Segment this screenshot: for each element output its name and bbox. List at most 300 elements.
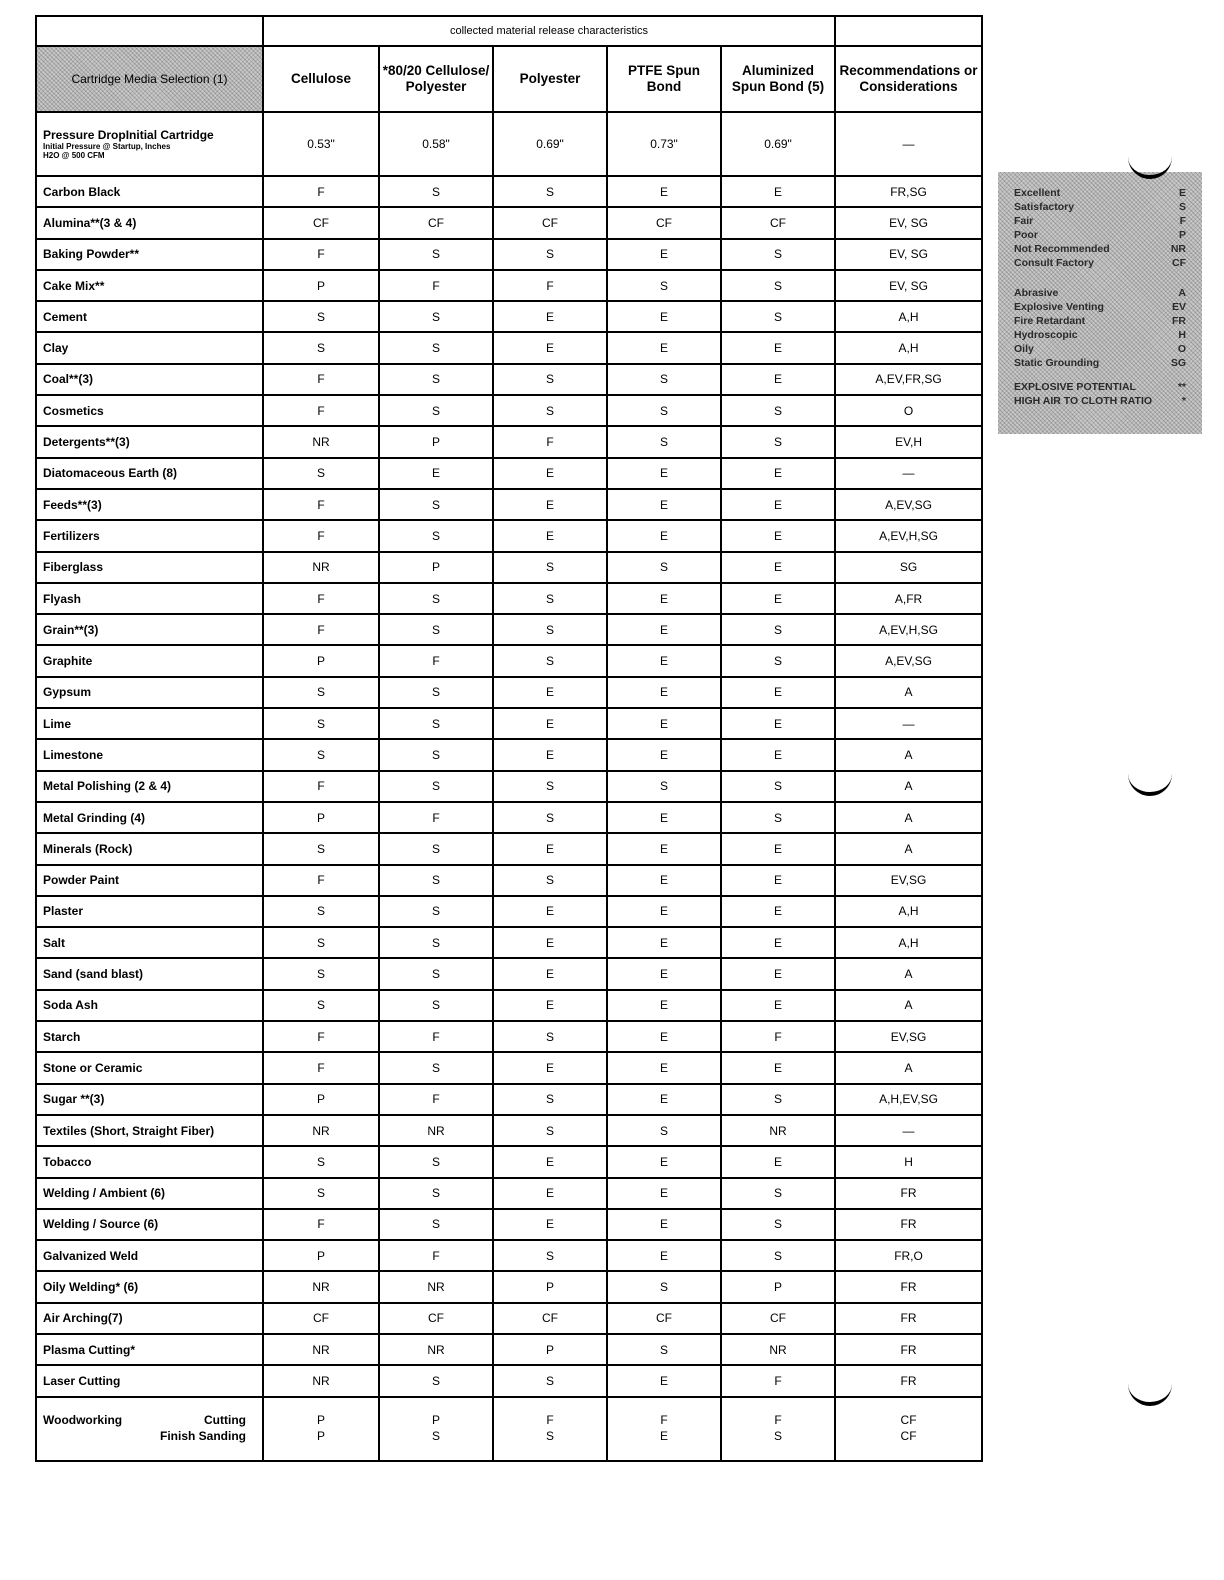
rating-cell: S [379,677,493,708]
rating-cell: S [379,1178,493,1209]
material-label: Lime [36,708,263,739]
recommendation-cell: A,H,EV,SG [835,1084,982,1115]
legend-term: Abrasive [1014,287,1059,299]
rating-cell: P [263,270,379,301]
rating-cell: F [493,426,607,457]
recommendation-cell: A [835,771,982,802]
rating-cell: S [493,176,607,207]
col-header-cellulose-polyester: *80/20 Cellulose/ Polyester [379,46,493,112]
material-label: Powder Paint [36,865,263,896]
woodworking-cell: F S [721,1397,835,1461]
rating-cell: CF [263,1303,379,1334]
rating-cell: S [263,1178,379,1209]
legend-term: Satisfactory [1014,201,1075,213]
recommendation-cell: — [835,458,982,489]
material-label: Laser Cutting [36,1365,263,1396]
legend-spacer [1014,270,1186,286]
material-label: Air Arching(7) [36,1303,263,1334]
legend-code: CF [1172,257,1186,269]
rating-cell: S [721,1240,835,1271]
rating-cell: E [607,833,721,864]
table-row [36,552,982,583]
rating-cell: E [607,1084,721,1115]
recommendation-cell: FR [835,1334,982,1365]
rating-cell: F [263,239,379,270]
rating-cell: NR [263,426,379,457]
recommendation-cell: A [835,739,982,770]
woodworking-sub2: Finish Sanding [160,1429,246,1444]
material-label: Cement [36,301,263,332]
material-label: Cake Mix** [36,270,263,301]
rating-cell: E [607,458,721,489]
rating-cell: S [263,708,379,739]
rating-cell: S [379,708,493,739]
table-row [36,958,982,989]
rating-cell: E [607,1365,721,1396]
rating-cell: CF [379,1303,493,1334]
recommendation-cell: A [835,802,982,833]
rating-cell: E [721,833,835,864]
rating-cell: NR [263,1334,379,1365]
rating-cell: S [379,614,493,645]
woodworking-row [36,1397,982,1461]
rating-cell: E [493,990,607,1021]
rating-cell: S [263,958,379,989]
table-row [36,896,982,927]
legend-term: Fair [1014,215,1034,227]
table-row [36,802,982,833]
material-label: Limestone [36,739,263,770]
legend-box [998,172,1202,434]
rating-cell: S [379,301,493,332]
legend-term: EXPLOSIVE POTENTIAL [1014,381,1136,393]
material-label: Clay [36,332,263,363]
rating-cell: S [721,239,835,270]
rating-cell: S [721,270,835,301]
rating-cell: S [379,927,493,958]
rating-cell: F [263,395,379,426]
rating-cell: S [493,614,607,645]
rating-cell: E [607,583,721,614]
recommendation-cell: FR [835,1178,982,1209]
rating-cell: S [263,1146,379,1177]
legend-code: * [1181,395,1186,407]
rating-cell: CF [379,207,493,238]
rating-cell: E [493,677,607,708]
rating-cell: S [379,583,493,614]
rating-cell: S [379,332,493,363]
rating-cell: E [493,708,607,739]
rating-cell: E [721,1052,835,1083]
binder-ring-mark [1128,770,1172,796]
legend-code: EV [1171,301,1186,313]
material-label: Alumina**(3 & 4) [36,207,263,238]
rating-cell: F [379,1021,493,1052]
rating-cell: S [263,458,379,489]
table-row [36,270,982,301]
rating-cell: S [493,364,607,395]
legend-entry [1014,356,1186,370]
rating-cell: E [721,990,835,1021]
rating-cell: E [493,958,607,989]
rating-cell: E [493,927,607,958]
rating-cell: E [607,1178,721,1209]
legend-code: P [1178,229,1186,241]
rating-cell: S [379,990,493,1021]
table-row [36,645,982,676]
rating-cell: S [493,1115,607,1146]
recommendation-cell: EV,H [835,426,982,457]
rating-cell: S [607,1271,721,1302]
rating-cell: P [263,1240,379,1271]
rating-cell: E [607,645,721,676]
table-row [36,458,982,489]
material-label: Grain**(3) [36,614,263,645]
rating-cell: E [607,1209,721,1240]
material-label: Welding / Source (6) [36,1209,263,1240]
rating-cell: P [379,552,493,583]
rating-cell: F [263,520,379,551]
table-row [36,1365,982,1396]
rating-cell: F [379,270,493,301]
rating-cell: S [379,865,493,896]
col-header-recommendations: Recommendations or Considerations [835,46,982,112]
rating-cell: S [379,958,493,989]
rating-cell: E [493,332,607,363]
legend-entry [1014,286,1186,300]
rating-cell: E [607,301,721,332]
material-label: Salt [36,927,263,958]
rating-cell: S [493,1021,607,1052]
rating-cell: S [607,426,721,457]
rating-cell: S [721,771,835,802]
material-label: Detergents**(3) [36,426,263,457]
rating-cell: E [607,990,721,1021]
rating-cell: E [721,739,835,770]
recommendation-cell: — [835,708,982,739]
legend-term: Excellent [1014,187,1061,199]
rating-cell: E [493,489,607,520]
legend-term: Fire Retardant [1014,315,1086,327]
rating-cell: E [721,958,835,989]
rating-cell: S [493,1365,607,1396]
rating-cell: E [493,739,607,770]
rating-cell: S [379,1365,493,1396]
rating-cell: E [493,301,607,332]
material-label: Diatomaceous Earth (8) [36,458,263,489]
rating-cell: S [493,552,607,583]
rating-cell: F [263,176,379,207]
legend-entry [1014,200,1186,214]
rating-cell: CF [607,1303,721,1334]
table-row [36,833,982,864]
material-label: Welding / Ambient (6) [36,1178,263,1209]
rating-cell: E [493,896,607,927]
pressure-value: 0.58" [379,112,493,176]
table-row [36,1271,982,1302]
rating-cell: E [721,896,835,927]
pressure-drop-sub2: H2O @ 500 CFM [43,151,105,160]
rating-cell: F [263,583,379,614]
woodworking-title: Woodworking Cutting [43,1412,246,1427]
rating-cell: F [379,645,493,676]
rating-cell: F [379,1240,493,1271]
legend-term: HIGH AIR TO CLOTH RATIO [1014,395,1153,407]
woodworking-cell: F E [607,1397,721,1461]
rating-cell: S [379,739,493,770]
material-label: Plaster [36,896,263,927]
recommendation-cell: FR [835,1365,982,1396]
table-row [36,520,982,551]
material-label: Gypsum [36,677,263,708]
rating-cell: F [721,1365,835,1396]
recommendation-cell: FR [835,1303,982,1334]
rating-cell: S [379,489,493,520]
rating-cell: E [607,1021,721,1052]
rating-cell: E [607,739,721,770]
rating-cell: S [379,833,493,864]
material-label: Coal**(3) [36,364,263,395]
recommendation-cell: A,EV,H,SG [835,520,982,551]
recommendation-cell: A,H [835,896,982,927]
rating-cell: F [721,1021,835,1052]
rating-cell: NR [263,1365,379,1396]
rating-cell: E [607,708,721,739]
rating-cell: E [493,1178,607,1209]
legend-code: A [1178,287,1186,299]
rating-cell: E [607,520,721,551]
table-row [36,1240,982,1271]
binder-ring-mark [1128,1380,1172,1406]
legend-code: SG [1170,357,1186,369]
rating-cell: E [721,364,835,395]
table-row [36,207,982,238]
recommendation-cell: A [835,1052,982,1083]
pressure-value: 0.73" [607,112,721,176]
legend-term: Static Grounding [1014,357,1100,369]
rating-cell: E [607,958,721,989]
col-header-cellulose: Cellulose [263,46,379,112]
rating-cell: E [721,520,835,551]
recommendation-cell: A [835,990,982,1021]
recommendation-cell: A [835,677,982,708]
rating-cell: E [721,865,835,896]
legend-entry [1014,342,1186,356]
material-label: Metal Grinding (4) [36,802,263,833]
material-label: Soda Ash [36,990,263,1021]
recommendation-cell: A [835,958,982,989]
rating-cell: CF [493,207,607,238]
table-row [36,426,982,457]
table-row [36,677,982,708]
legend-spacer [1014,370,1186,380]
table-row [36,1303,982,1334]
rating-cell: E [607,677,721,708]
material-label: Oily Welding* (6) [36,1271,263,1302]
rating-cell: F [379,802,493,833]
rating-cell: S [721,301,835,332]
rating-cell: E [607,1146,721,1177]
recommendation-cell: A,H [835,301,982,332]
rating-cell: S [607,364,721,395]
rating-cell: S [493,771,607,802]
material-label: Cosmetics [36,395,263,426]
rating-cell: NR [721,1115,835,1146]
rating-cell: S [263,739,379,770]
rating-cell: S [493,865,607,896]
recommendation-cell: A,EV,FR,SG [835,364,982,395]
material-label: Galvanized Weld [36,1240,263,1271]
rating-cell: S [379,176,493,207]
recommendation-cell: A [835,833,982,864]
table-row [36,364,982,395]
rating-cell: F [263,771,379,802]
rating-cell: S [493,645,607,676]
group-label: collected material release characteristics [263,16,835,46]
rating-cell: S [721,614,835,645]
table-row [36,990,982,1021]
rating-cell: F [263,489,379,520]
table-row [36,1334,982,1365]
legend-entry [1014,256,1186,270]
rating-cell: E [493,458,607,489]
legend-entry [1014,186,1186,200]
rating-cell: E [607,865,721,896]
pressure-rec: — [835,112,982,176]
table-row [36,176,982,207]
material-label: Fiberglass [36,552,263,583]
rating-cell: E [607,927,721,958]
rating-cell: E [607,332,721,363]
recommendation-cell: A,FR [835,583,982,614]
col-header-ptfe: PTFE Spun Bond [607,46,721,112]
table-row [36,1084,982,1115]
table-row [36,865,982,896]
rating-cell: E [721,176,835,207]
pressure-drop-row [36,112,982,176]
rating-cell: S [379,395,493,426]
recommendation-cell: — [835,1115,982,1146]
rating-cell: S [493,239,607,270]
rating-cell: NR [379,1334,493,1365]
recommendation-cell: A,H [835,332,982,363]
recommendation-cell: EV, SG [835,207,982,238]
recommendation-cell: A,EV,SG [835,645,982,676]
rating-cell: E [721,458,835,489]
rating-cell: S [379,771,493,802]
table-row [36,239,982,270]
legend-code: H [1178,329,1186,341]
rating-cell: NR [721,1334,835,1365]
rating-cell: S [263,833,379,864]
pressure-drop-label [36,112,263,176]
rating-cell: CF [263,207,379,238]
rating-cell: E [721,332,835,363]
rating-cell: P [493,1271,607,1302]
material-label: Feeds**(3) [36,489,263,520]
rating-cell: S [379,1209,493,1240]
rating-cell: F [263,614,379,645]
rating-cell: S [721,1084,835,1115]
legend-entry [1014,228,1186,242]
legend-code: F [1179,215,1186,227]
table-row [36,1052,982,1083]
pressure-value: 0.69" [493,112,607,176]
rating-cell: E [607,239,721,270]
rating-cell: E [607,176,721,207]
rating-cell: F [379,1084,493,1115]
rating-cell: S [721,645,835,676]
table-row [36,395,982,426]
rating-cell: S [493,1084,607,1115]
legend-code: E [1178,187,1186,199]
rating-cell: NR [263,1115,379,1146]
material-label: Graphite [36,645,263,676]
legend-code: ** [1177,381,1186,393]
legend-entry [1014,314,1186,328]
rating-cell: F [493,270,607,301]
table-row [36,301,982,332]
rating-cell: S [263,896,379,927]
recommendation-cell: EV,SG [835,1021,982,1052]
rating-cell: E [493,1052,607,1083]
material-label: Sugar **(3) [36,1084,263,1115]
legend-code: S [1178,201,1186,213]
material-label: Metal Polishing (2 & 4) [36,771,263,802]
table-row [36,1146,982,1177]
rating-cell: E [721,489,835,520]
rating-cell: S [607,552,721,583]
rating-cell: S [721,1178,835,1209]
rating-cell: S [379,364,493,395]
table-title: Cartridge Media Selection (1) [36,46,263,112]
rating-cell: E [721,927,835,958]
legend-entry [1014,328,1186,342]
rating-cell: S [263,927,379,958]
material-label: Tobacco [36,1146,263,1177]
table-row [36,771,982,802]
recommendation-cell: A,H [835,927,982,958]
pressure-drop-title: Pressure DropInitial Cartridge [43,127,214,142]
table-row [36,489,982,520]
rating-cell: E [607,896,721,927]
recommendation-cell: SG [835,552,982,583]
table-row [36,927,982,958]
table-row [36,614,982,645]
rating-cell: S [607,771,721,802]
recommendation-cell: FR [835,1209,982,1240]
rating-cell: S [263,301,379,332]
rating-cell: NR [379,1271,493,1302]
recommendation-cell: H [835,1146,982,1177]
rating-cell: S [379,1146,493,1177]
woodworking-label [36,1397,263,1461]
recommendation-cell: A,EV,H,SG [835,614,982,645]
table-row [36,583,982,614]
rating-cell: E [721,583,835,614]
rating-cell: S [607,1334,721,1365]
rating-cell: E [493,520,607,551]
recommendation-cell: FR [835,1271,982,1302]
material-label: Minerals (Rock) [36,833,263,864]
table-row [36,332,982,363]
rating-cell: S [493,583,607,614]
rating-cell: E [721,677,835,708]
blank-corner-cell [36,16,263,46]
rating-cell: P [721,1271,835,1302]
rating-cell: E [607,489,721,520]
rating-cell: S [379,896,493,927]
